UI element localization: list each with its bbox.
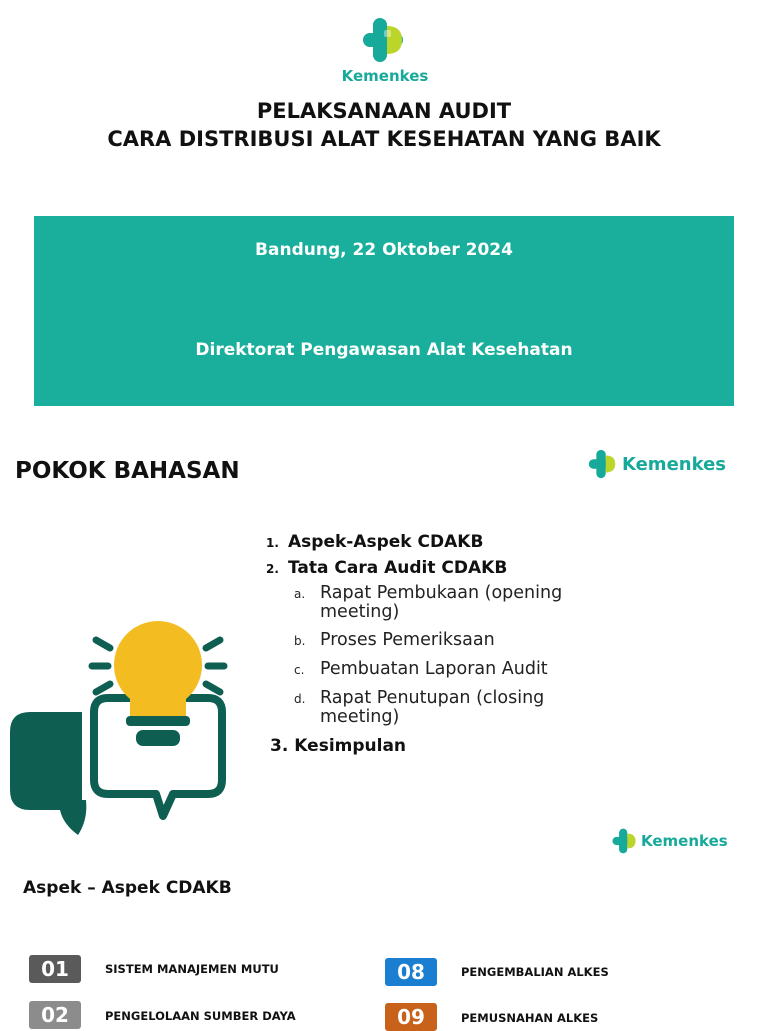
agenda-subitem-c: c. Pembuatan Laporan Audit xyxy=(294,659,548,679)
directorate-name: Direktorat Pengawasan Alat Kesehatan xyxy=(195,340,573,360)
agenda-subitem-d: d. Rapat Penutupan (closing meeting) xyxy=(294,688,545,727)
event-date: Bandung, 22 Oktober 2024 xyxy=(255,240,513,260)
agenda-subitem-b: b. Proses Pemeriksaan xyxy=(294,630,495,650)
presentation-title xyxy=(0,97,768,153)
aspek-badge-01: 01 xyxy=(29,955,81,983)
aspek-label-01: SISTEM MANAJEMEN MUTU xyxy=(105,962,279,976)
aspek-label-02: PENGELOLAAN SUMBER DAYA xyxy=(105,1009,296,1023)
title-line-1: PELAKSANAAN AUDIT xyxy=(256,99,512,123)
agenda-item-2: 2. Tata Cara Audit CDAKB xyxy=(266,558,508,578)
pokok-bahasan-title: POKOK BAHASAN xyxy=(15,458,240,484)
title-banner xyxy=(34,216,734,406)
kemenkes-logo-mid xyxy=(586,446,726,482)
aspek-badge-02: 02 xyxy=(29,1001,81,1029)
title-line-2: CARA DISTRIBUSI ALAT KESEHATAN YANG BAIK xyxy=(107,127,661,151)
aspek-badge-08: 08 xyxy=(385,958,437,986)
kemenkes-wordmark: Kemenkes xyxy=(641,832,728,850)
aspek-label-08: PENGEMBALIAN ALKES xyxy=(461,965,609,979)
agenda-item-1: 1. Aspek-Aspek CDAKB xyxy=(266,532,484,552)
kemenkes-logo-bottom xyxy=(610,826,730,856)
kemenkes-mark-icon xyxy=(610,827,638,855)
kemenkes-wordmark: Kemenkes xyxy=(621,453,726,475)
kemenkes-mark-icon xyxy=(586,447,618,481)
kemenkes-logo-top xyxy=(340,16,430,84)
lightbulb-chat-icon xyxy=(8,620,238,840)
agenda-subitem-a: a. Rapat Pembukaan (opening meeting) xyxy=(294,583,563,622)
agenda-list xyxy=(266,532,606,762)
aspek-title: Aspek – Aspek CDAKB xyxy=(23,878,232,898)
aspek-badge-09: 09 xyxy=(385,1003,437,1031)
kemenkes-mark-icon xyxy=(340,16,430,64)
aspek-label-09: PEMUSNAHAN ALKES xyxy=(461,1011,599,1025)
kemenkes-wordmark: Kemenkes xyxy=(341,67,429,85)
agenda-item-3: 3. Kesimpulan xyxy=(270,736,407,756)
